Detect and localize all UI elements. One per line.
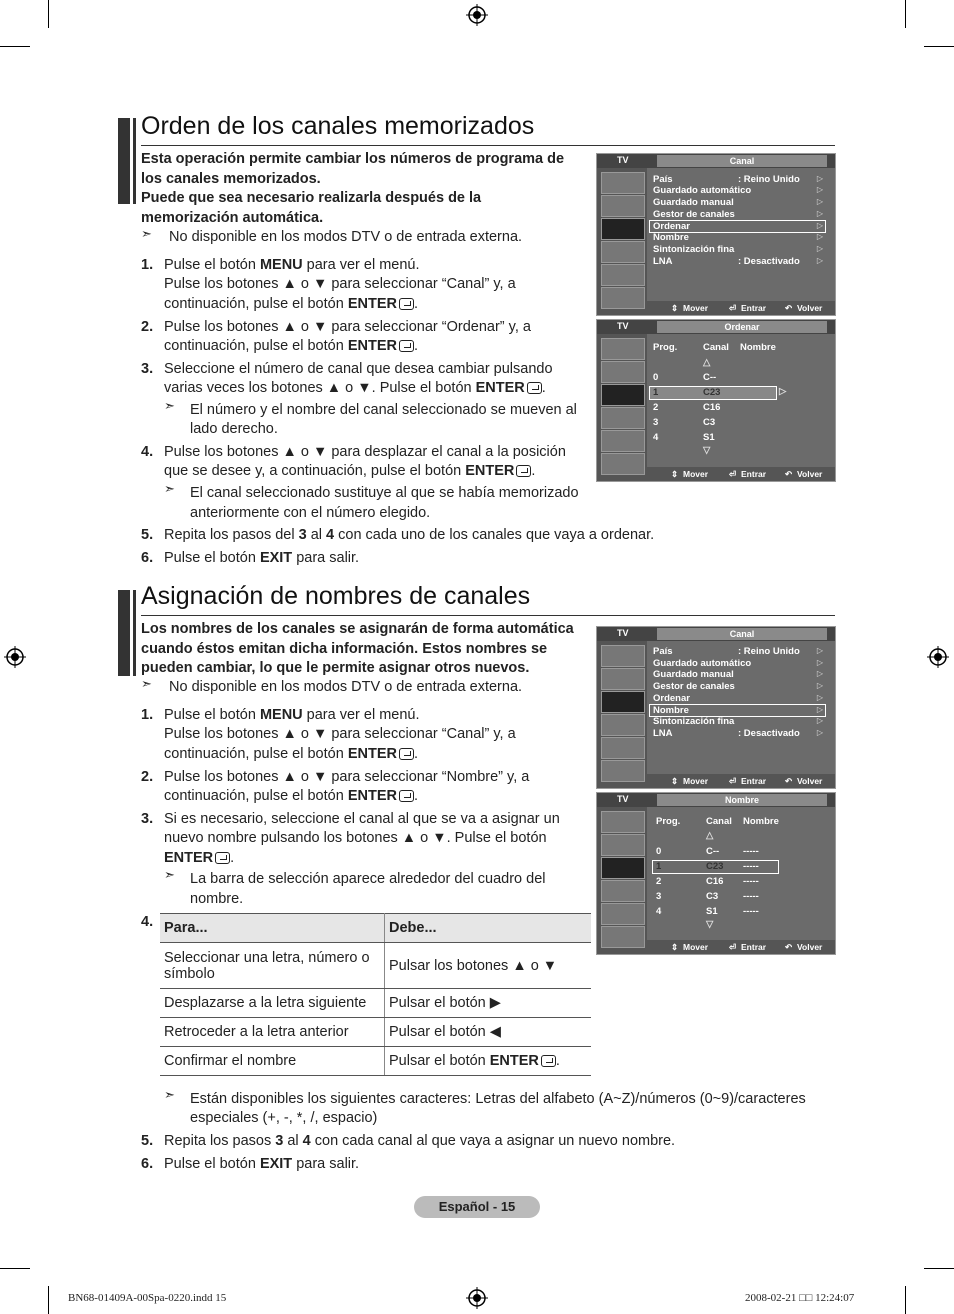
file-name: BN68-01409A-00Spa-0220.indd 15 (68, 1292, 227, 1304)
step-text: varias veces los botones ▲ o ▼. Pulse el botón ENTER . (164, 380, 546, 396)
osd-menu-item[interactable]: Guardado manual (653, 197, 734, 208)
step-text: continuación, pulse el botón ENTER . (164, 338, 418, 354)
section-bar (118, 118, 130, 204)
return-icon: ↶ (785, 776, 793, 786)
step-text: ENTER . (164, 850, 235, 866)
osd-footer-label: Entrar (741, 776, 767, 786)
osd-footer (647, 774, 835, 788)
triangle-right-icon: ▷ (816, 716, 823, 725)
registration-mark-icon (466, 1287, 488, 1309)
input-icon (601, 264, 645, 286)
osd-menu-value: : Desactivado (738, 728, 800, 739)
table-cell: Pulsar el botón ▶ (385, 989, 592, 1018)
osd-canal-menu (596, 153, 836, 316)
note-text: El número y el nombre del canal seleccionado se mueven al (190, 402, 577, 418)
osd-menu-item[interactable]: País (653, 646, 673, 657)
intro-text: cuando éstos emitan dicha información. Estos nombres se (141, 641, 548, 657)
triangle-right-icon: ▷ (816, 185, 823, 194)
step-text: Seleccione el número de canal que desea cambiar pulsando (164, 361, 553, 377)
print-date: 2008-02-21 □□ 12:24:07 (745, 1292, 855, 1304)
osd-prog[interactable]: 0 (656, 846, 662, 857)
note-arrow-icon: ➣ (164, 398, 175, 413)
osd-menu-item[interactable]: País (653, 174, 673, 185)
setup-icon (601, 880, 645, 902)
step-number: 4. (141, 444, 154, 460)
osd-menu-item[interactable]: Guardado manual (653, 669, 734, 680)
osd-channel[interactable]: C-- (703, 372, 717, 383)
table-cell: Confirmar el nombre (160, 1047, 385, 1076)
note-text: especiales (+, -, *, /, espacio) (190, 1110, 378, 1126)
osd-tv-label: TV (617, 155, 629, 165)
note-text: La barra de selección aparece alrededor del cuadro del (190, 871, 546, 887)
table-row (160, 1047, 591, 1076)
enter-icon (399, 340, 414, 352)
osd-prog[interactable]: 2 (656, 876, 662, 887)
osd-footer-label: Mover (683, 776, 709, 786)
table-header: Debe... (385, 914, 592, 943)
osd-prog[interactable]: 1 (653, 387, 659, 398)
enter-icon (516, 465, 531, 477)
osd-channel[interactable]: C3 (703, 417, 716, 428)
key-table (160, 913, 591, 1076)
note-arrow-icon: ➣ (164, 867, 175, 882)
osd-menu-value: : Reino Unido (738, 646, 800, 657)
osd-title: Canal (657, 628, 827, 640)
table-header: Para... (160, 914, 385, 943)
triangle-right-icon: ▷ (816, 244, 823, 253)
osd-menu-item[interactable]: Nombre (653, 705, 689, 716)
step-text: Repita los pasos 3 al 4 con cada canal al que vaya a asignar un nuevo nombre. (164, 1133, 676, 1149)
osd-menu-item[interactable]: Sintonización fina (653, 716, 735, 727)
move-icon: ⇕ (671, 303, 679, 313)
channel-icon (601, 218, 645, 240)
step-text: continuación, pulse el botón ENTER . (164, 296, 418, 312)
step-text: Pulse los botones ▲ o ▼ para seleccionar “Ordenar” y, a (164, 319, 531, 335)
enter-icon (215, 852, 230, 864)
osd-channel[interactable]: C16 (703, 402, 721, 413)
digital-icon (601, 926, 645, 948)
step-number: 6. (141, 550, 154, 566)
osd-channel[interactable]: C23 (703, 387, 721, 398)
input-icon (601, 430, 645, 452)
table-cell: Pulsar el botón ◀ (385, 1018, 592, 1047)
osd-channel[interactable]: C23 (706, 861, 724, 872)
triangle-right-icon: ▷ (816, 174, 823, 183)
channel-icon (601, 857, 645, 879)
osd-menu-value: : Desactivado (738, 256, 800, 267)
triangle-right-icon: ▷ (816, 681, 823, 690)
step-number: 4. (141, 914, 154, 930)
setup-icon (601, 714, 645, 736)
table-row (160, 1018, 591, 1047)
osd-menu-item[interactable]: LNA (653, 256, 673, 267)
enter-small-icon: ⏎ (729, 303, 737, 313)
osd-channel[interactable]: S1 (706, 906, 718, 917)
step-number: 3. (141, 811, 154, 827)
osd-channel[interactable]: C-- (706, 846, 720, 857)
osd-menu-item[interactable]: Guardado automático (653, 185, 752, 196)
step-number: 5. (141, 527, 154, 543)
note-text: lado derecho. (190, 421, 278, 437)
osd-footer-label: Entrar (741, 303, 767, 313)
osd-tv-label: TV (617, 628, 629, 638)
section-bar (133, 118, 136, 204)
osd-name[interactable]: ----- (743, 876, 759, 887)
digital-icon (601, 287, 645, 309)
osd-column-header: Prog. (653, 342, 678, 353)
table-row (160, 989, 591, 1018)
osd-title: Nombre (657, 794, 827, 806)
note-arrow-icon: ➣ (164, 481, 175, 496)
note-text: No disponible en los modos DTV o de entrada externa. (169, 679, 523, 695)
osd-menu-item[interactable]: Gestor de canales (653, 681, 735, 692)
channel-icon (601, 691, 645, 713)
table-cell: Pulsar el botón ENTER . (385, 1047, 592, 1076)
picture-icon (601, 338, 645, 360)
osd-column-header: Canal (703, 342, 729, 353)
digital-icon (601, 453, 645, 475)
enter-small-icon: ⏎ (729, 942, 737, 952)
osd-prog[interactable]: 3 (653, 417, 659, 428)
enter-icon (541, 1055, 556, 1067)
step-text: Pulse el botón MENU para ver el menú. (164, 707, 420, 723)
sound-icon (601, 361, 645, 383)
step-number: 3. (141, 361, 154, 377)
osd-name[interactable]: ----- (743, 861, 759, 872)
move-icon: ⇕ (671, 469, 679, 479)
digital-icon (601, 760, 645, 782)
setup-icon (601, 241, 645, 263)
step-text: continuación, pulse el botón ENTER . (164, 788, 418, 804)
intro-text: Esta operación permite cambiar los números de programa de (141, 151, 565, 167)
note-arrow-icon: ➣ (141, 226, 152, 241)
triangle-right-icon: ▷ (816, 658, 823, 667)
note-text: anteriormente con el número elegido. (190, 505, 431, 521)
step-number: 1. (141, 257, 154, 273)
return-icon: ↶ (785, 303, 793, 313)
table-row (160, 943, 591, 989)
osd-menu-item[interactable]: Guardado automático (653, 658, 752, 669)
osd-menu-item[interactable]: LNA (653, 728, 673, 739)
triangle-right-icon: ▷ (816, 232, 823, 241)
osd-prog[interactable]: 4 (653, 432, 659, 443)
section-rule (141, 145, 835, 146)
step-text: Repita los pasos del 3 al 4 con cada uno de los canales que vaya a ordenar. (164, 527, 655, 543)
registration-mark-icon (466, 4, 488, 26)
step-text: Pulse el botón MENU para ver el menú. (164, 257, 420, 273)
sound-icon (601, 668, 645, 690)
triangle-right-icon: ▷ (816, 646, 823, 655)
intro-text: memorización automática. (141, 210, 324, 226)
triangle-right-icon: ▷ (816, 256, 823, 265)
osd-prog[interactable]: 3 (656, 891, 662, 902)
move-icon: ⇕ (671, 942, 679, 952)
osd-name[interactable]: ----- (743, 906, 759, 917)
osd-channel[interactable]: C3 (706, 891, 719, 902)
triangle-up-icon: △ (706, 830, 714, 841)
registration-mark-icon (4, 646, 26, 668)
osd-ordenar-menu (596, 319, 836, 482)
osd-footer-label: Entrar (741, 942, 767, 952)
osd-title: Canal (657, 155, 827, 167)
step-number: 5. (141, 1133, 154, 1149)
triangle-right-icon: ▷ (816, 221, 823, 230)
osd-footer-label: Volver (797, 776, 823, 786)
setup-icon (601, 407, 645, 429)
osd-menu-value: : Reino Unido (738, 174, 800, 185)
osd-channel[interactable]: S1 (703, 432, 715, 443)
intro-text: pueden cambiar, lo que le permite asignar otros nuevos. (141, 660, 530, 676)
osd-tv-label: TV (617, 794, 629, 804)
osd-title: Ordenar (657, 321, 827, 333)
table-cell: Desplazarse a la letra siguiente (160, 989, 385, 1018)
note-text: nombre. (190, 891, 244, 907)
intro-text: los canales memorizados. (141, 171, 321, 187)
step-text: Pulse los botones ▲ o ▼ para seleccionar “Nombre” y, a (164, 769, 530, 785)
step-number: 2. (141, 769, 154, 785)
intro-text: Los nombres de los canales se asignarán de forma automática (141, 621, 574, 637)
osd-tv-label: TV (617, 321, 629, 331)
step-text: Pulse los botones ▲ o ▼ para seleccionar “Canal” y, a (164, 276, 516, 292)
osd-footer-label: Volver (797, 942, 823, 952)
enter-small-icon: ⏎ (729, 469, 737, 479)
section-title: Orden de los canales memorizados (141, 112, 535, 140)
picture-icon (601, 811, 645, 833)
osd-footer-label: Mover (683, 469, 709, 479)
picture-icon (601, 172, 645, 194)
sound-icon (601, 834, 645, 856)
triangle-right-icon: ▷ (816, 705, 823, 714)
osd-footer-label: Volver (797, 303, 823, 313)
osd-footer (647, 940, 835, 954)
triangle-down-icon: ▽ (706, 919, 714, 930)
osd-name[interactable]: ----- (743, 891, 759, 902)
enter-small-icon: ⏎ (729, 776, 737, 786)
osd-column-header: Canal (706, 816, 732, 827)
registration-mark-icon (927, 646, 949, 668)
osd-footer (647, 301, 835, 315)
enter-icon (527, 382, 542, 394)
osd-nombre-menu (596, 792, 836, 955)
note-text: El canal seleccionado sustituye al que se había memorizado (190, 485, 579, 501)
osd-footer-label: Entrar (741, 469, 767, 479)
picture-icon (601, 645, 645, 667)
osd-column-header: Prog. (656, 816, 681, 827)
osd-menu-item[interactable]: Ordenar (653, 693, 690, 704)
osd-menu-item[interactable]: Ordenar (653, 221, 690, 232)
triangle-right-icon: ▷ (816, 728, 823, 737)
step-text: Pulse los botones ▲ o ▼ para seleccionar “Canal” y, a (164, 726, 516, 742)
osd-footer-label: Volver (797, 469, 823, 479)
osd-prog[interactable]: 4 (656, 906, 662, 917)
enter-icon (399, 298, 414, 310)
osd-footer (647, 467, 835, 481)
step-number: 6. (141, 1156, 154, 1172)
step-text: Pulse el botón EXIT para salir. (164, 550, 360, 566)
osd-column-header: Nombre (743, 816, 779, 827)
return-icon: ↶ (785, 942, 793, 952)
return-icon: ↶ (785, 469, 793, 479)
note-text: Están disponibles los siguientes caracteres: Letras del alfabeto (A~Z)/números (0~9)/caracteres (190, 1091, 806, 1107)
enter-icon (399, 790, 414, 802)
table-cell: Pulsar los botones ▲ o ▼ (385, 943, 592, 989)
step-text: Si es necesario, seleccione el canal al que se va a asignar un (164, 811, 560, 827)
intro-text: Puede que sea necesario realizarla después de la (141, 190, 482, 206)
section-rule (141, 615, 835, 616)
step-number: 1. (141, 707, 154, 723)
note-arrow-icon: ➣ (164, 1087, 175, 1102)
osd-canal-menu (596, 626, 836, 789)
osd-menu-item[interactable]: Gestor de canales (653, 209, 735, 220)
channel-icon (601, 384, 645, 406)
triangle-right-icon: ▷ (816, 669, 823, 678)
input-icon (601, 737, 645, 759)
step-number: 2. (141, 319, 154, 335)
osd-prog[interactable]: 0 (653, 372, 659, 383)
table-cell: Retroceder a la letra anterior (160, 1018, 385, 1047)
step-text: Pulse el botón EXIT para salir. (164, 1156, 360, 1172)
triangle-up-icon: △ (703, 357, 711, 368)
osd-prog[interactable]: 1 (656, 861, 662, 872)
step-text: Pulse los botones ▲ o ▼ para desplazar el canal a la posición (164, 444, 566, 460)
osd-footer-label: Mover (683, 942, 709, 952)
move-icon: ⇕ (671, 776, 679, 786)
osd-name[interactable]: ----- (743, 846, 759, 857)
triangle-right-icon: ▷ (816, 197, 823, 206)
step-text: continuación, pulse el botón ENTER . (164, 746, 418, 762)
triangle-right-icon: ▷ (816, 209, 823, 218)
sound-icon (601, 195, 645, 217)
osd-prog[interactable]: 2 (653, 402, 659, 413)
input-icon (601, 903, 645, 925)
note-arrow-icon: ➣ (141, 676, 152, 691)
table-cell: Seleccionar una letra, número o símbolo (160, 943, 385, 989)
triangle-right-icon: ▷ (816, 693, 823, 702)
osd-channel[interactable]: C16 (706, 876, 724, 887)
section-bar (118, 590, 130, 676)
osd-menu-item[interactable]: Sintonización fina (653, 244, 735, 255)
step-text: nuevo nombre pulsando los botones ▲ o ▼. Pulse el botón (164, 830, 547, 846)
enter-icon (399, 748, 414, 760)
step-text: que se desee y, a continuación, pulse el botón ENTER . (164, 463, 536, 479)
note-text: No disponible en los modos DTV o de entrada externa. (169, 229, 523, 245)
osd-column-header: Nombre (740, 342, 776, 353)
page-number: Español - 15 (414, 1196, 540, 1218)
osd-menu-item[interactable]: Nombre (653, 232, 689, 243)
section-title: Asignación de nombres de canales (141, 582, 531, 610)
triangle-down-icon: ▽ (703, 445, 711, 456)
section-bar (133, 590, 136, 676)
triangle-right-icon: ▷ (779, 386, 787, 397)
osd-footer-label: Mover (683, 303, 709, 313)
